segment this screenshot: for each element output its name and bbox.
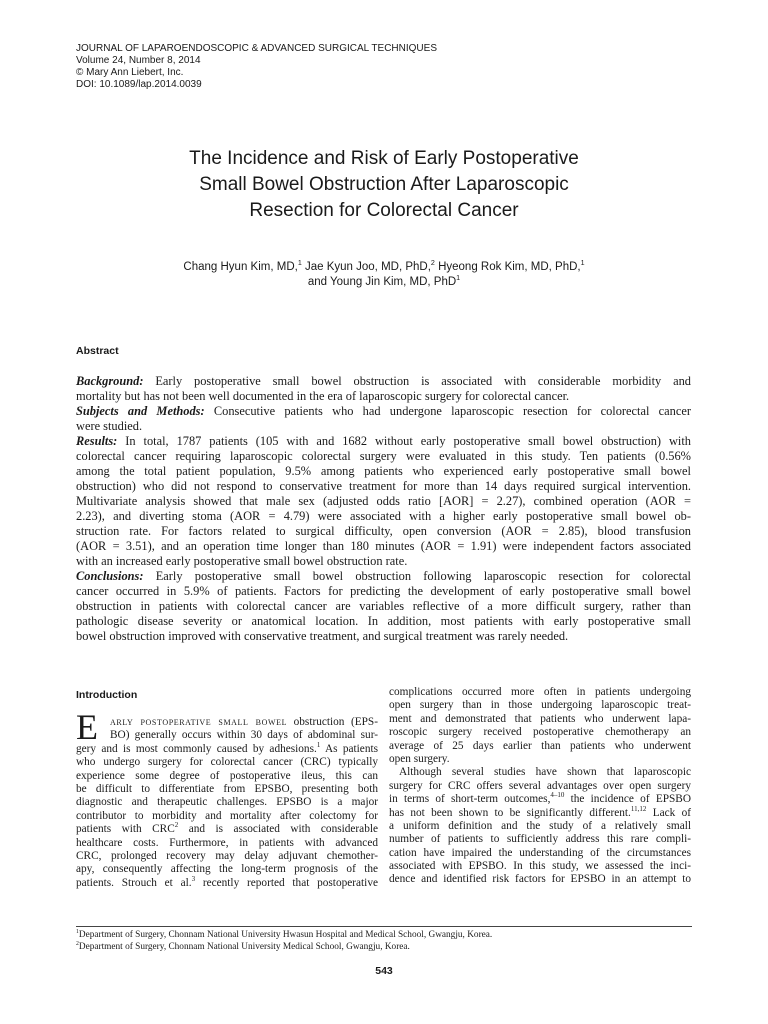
abstract-line: Conclusions: Early postoperative small bowel obstruction following laparoscopic resection for colorectal [76,569,691,583]
body-line: BO) generally occurs within 30 days of abdominal sur- [110,729,378,742]
footnotes [76,930,492,953]
abstract-line: obstruction in patients with colorectal cancer are variables reflective of a more difficult surgery, rather than [76,599,691,613]
title-line: Small Bowel Obstruction After Laparoscopic [199,174,569,195]
abstract-line: with an increased early postoperative small bowel obstruction rate. [76,554,408,568]
page-number: 543 [375,965,393,977]
abstract-line: Multivariate analysis showed that male sex (adjusted odds ratio [AOR] = 2.27), combined operation (AOR = [76,494,691,508]
author-name: Jae Kyun Joo, MD, PhD, [301,261,431,273]
article-title [76,146,692,224]
footnote: $^2$Department of Surgery, Chonnam National University Medical School, Gwangju, Korea. [76,940,410,952]
abstract-line: mortality but has not been well documented in the era of laparoscopic surgery for colorectal cancer. [76,389,570,403]
body-line: cation have impaired the understanding of the circumstances [389,846,691,859]
author-name: Hyeong Rok Kim, MD, PhD, [434,261,581,273]
affiliation-marker: 2 [76,940,79,947]
affiliation-marker: 1 [456,274,461,283]
body-line: experience some degree of postoperative ileus, this can [76,769,378,782]
abstract-line: (AOR = 3.51), and an operation time longer than 180 minutes (AOR = 1.91) were independent factors associated [76,539,691,553]
background-label: Background: [76,374,144,388]
footnote: $^1$Department of Surgery, Chonnam National University Hwasun Hospital and Medical School, Gwangju, Korea. [76,928,493,940]
body-line: a uniform definition and the study of a relatively small [389,819,691,832]
body-line: associated with EPSBO. In this study, we assessed the inci- [389,860,691,873]
abstract-line: were studied. [76,419,143,433]
body-line: open surgery than in those undergoing laparoscopic treat- [389,699,691,712]
body-line: be difficult to differentiate from EPSBO, presenting both [76,782,378,795]
body-line: apy, consequently affecting the long-term prognosis of the [76,863,378,876]
abstract-line: pathologic disease severity or anatomical location. In addition, most patients with early postoperative small [76,614,691,628]
body-line: has not been shown to be significantly different.$^{11,12}$ Lack of [389,804,691,819]
journal-name: JOURNAL OF LAPAROENDOSCOPIC & ADVANCED SURGICAL TECHNIQUES [76,43,437,54]
body-line: contributor to morbidity and mortality after colectomy for [76,809,378,822]
journal-doi: DOI: 10.1089/lap.2014.0039 [76,79,202,90]
author-name: and Young Jin Kim, MD, PhD [307,276,457,288]
abstract-line: struction rate. For factors related to surgical difficulty, open conversion (AOR = 2.85), blood transfusion [76,524,691,538]
journal-volume: Volume 24, Number 8, 2014 [76,55,201,66]
body-line: who undergo surgery for colorectal cancer (CRC) typically [76,756,378,769]
citation-marker: 3 [191,874,196,883]
drop-cap: E [76,707,98,747]
results-label: Results: [76,434,118,448]
left-column [76,716,378,890]
author-name: Chang Hyun Kim, MD, [183,261,298,273]
body-line: patients. Strouch et al.$^3$ recently reported that postoperative [76,874,378,889]
right-column [389,686,691,887]
abstract-line: bowel obstruction improved with conservative treatment, and surgical treatment was rarely needed. [76,629,569,643]
body-line: healthcare costs. Furthermore, in patients with advanced [76,836,378,849]
body-line: number of patients to sufficiently address this rare compli- [389,833,691,846]
abstract-line: Subjects and Methods: Consecutive patients who had undergone laparoscopic resection for colorectal cancer [76,404,691,418]
body-line: surgery for CRC offers several advantages over open surgery [389,779,691,792]
body-line: in terms of short-term outcomes,$^{4-10}$ the incidence of EPSBO [389,791,691,806]
body-line: average of 25 days earlier than patients who underwent [389,739,691,752]
citation-marker: 11,12 [630,804,647,813]
abstract-line: among the total patient population, 9.5% among patients who experienced early postoperative small bowel [76,464,691,478]
small-caps-text: arly postoperative small bowel [110,716,288,728]
affiliation-marker: 1 [297,259,302,268]
body-line: ment and demonstrated that patients who underwent lapa- [389,712,691,725]
methods-label: Subjects and Methods: [76,404,205,418]
abstract-line: Background: Early postoperative small bowel obstruction is associated with considerable morbidity and [76,374,691,388]
abstract-heading: Abstract [76,345,119,357]
abstract-line: colorectal cancer requiring laparoscopic colorectal surgery were evaluated in this study. Ten patients (0.56% [76,449,691,463]
footnote-divider [76,926,692,927]
journal-header [76,43,437,91]
body-line: open surgery. [389,752,450,765]
body-line: arly postoperative small bowel obstruction (EPS- [110,716,378,728]
citation-marker: 2 [174,821,179,830]
body-line: CRC, prolonged recovery may delay adjuvant chemother- [76,849,378,862]
title-line: Resection for Colorectal Cancer [249,200,519,221]
affiliation-marker: 1 [76,928,79,935]
abstract-line: cancer occurred in 5.9% of patients. Factors for predicting the development of early postoperative small bowel [76,584,691,598]
abstract-line: obstruction) who did not respond to conservative treatment for more than 14 days required surgical intervention. [76,479,691,493]
body-line: Although several studies have shown that laparoscopic [399,766,691,779]
affiliation-marker: 2 [430,259,435,268]
body-line: complications occurred more often in patients undergoing [389,686,691,698]
body-line: gery and is most commonly caused by adhesions.$^1$ As patients [76,741,379,755]
author-line [76,260,692,275]
author-list [76,260,692,290]
abstract-line: Results: In total, 1787 patients (105 with and 1682 without early postoperative small bowel obstruction) with [76,434,691,448]
author-line [76,275,692,290]
introduction-heading: Introduction [76,689,138,701]
abstract-body [76,374,691,644]
citation-marker: 4–10 [550,791,565,800]
conclusions-label: Conclusions: [76,569,144,583]
body-line: dence and identified risk factors for EPSBO in an attempt to [389,873,691,886]
body-line: diagnostic and therapeutic challenges. EPSBO is a major [76,796,378,809]
citation-marker: 1 [316,741,321,750]
journal-copyright: © Mary Ann Liebert, Inc. [76,67,184,78]
body-line: roscopic surgery received postoperative chemotherapy an [389,726,691,739]
title-line: The Incidence and Risk of Early Postoperative [189,148,579,169]
body-line: patients with CRC$^2$ and is associated with considerable [76,821,378,836]
abstract-line: 2.23), and diverting stoma (AOR = 4.79) were associated with a higher early postoperative small bowel ob- [76,509,691,523]
affiliation-marker: 1 [580,259,585,268]
